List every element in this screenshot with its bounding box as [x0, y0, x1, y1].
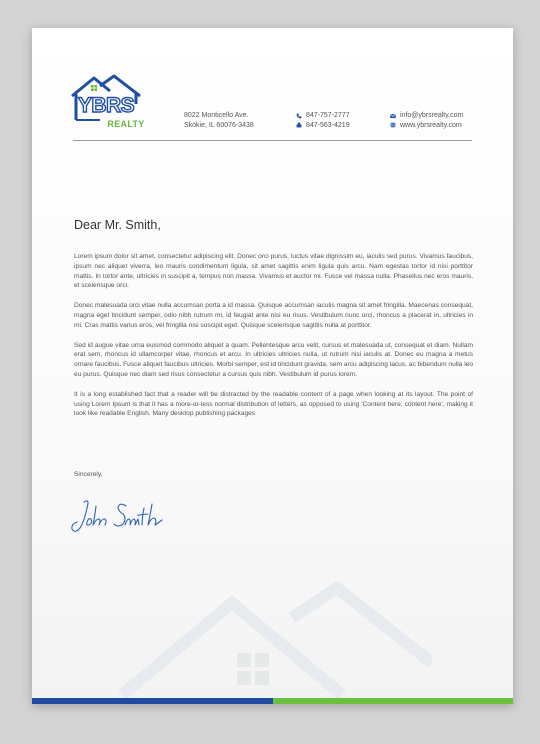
fax-icon — [296, 122, 302, 128]
paragraph: Sed id augue vitae urna euismod commodo aliquet a quam. Pellentesque arcu velit, cursus et malesuada ut, consequat et diam. Nullam erat sem, rhoncus id ullamcorper vitae, rhoncus et arcu. In ultricies ultricies nulla, ut rutrum nisi iaculis at. Donec eu magna a metus ornare faucibus. Fusce aliquet faucibus ultricies. Morbi semper, est id tincidunt gravida, sem arcu adipiscing lacus, ac bibendum nulla leo eu purus. Quisque nec diam sed risus consectetur a cursus quis nibh. Vestibulum id purus lorem. — [74, 341, 473, 378]
letter-body — [74, 252, 473, 429]
phone-icon — [296, 113, 302, 119]
paragraph: Lorem ipsum dolor sit amet, consectetur adipiscing elit. Donec orci purus, luctus vitae dignissim eu, iaculis sed purus. Vivamus faucibus, ipsum nec aliquet viverra, leo mauris condimentum ligula, sit amet sagittis enim ligula quis arcu. Nam egestas tortor id nisi porttitor mattis. In tortor ante, ultricies in suscipit a, tempus non massa. Vivamus et auctor mi. Fusce vel massa nulla. Phasellus nec eros mauris, et scelerisque orci. — [74, 253, 473, 290]
company-logo — [70, 74, 150, 134]
fax-row — [296, 121, 350, 131]
address-line-2: Skokie, IL 60076-3438 — [184, 121, 254, 129]
footer-bar-green — [273, 698, 513, 704]
paragraph: It is a long established fact that a reader will be distracted by the readable content of a page when looking at its layout. The point of using Lorem Ipsum is that it has a more-or-less normal distribution of letters, as opposed to using 'Content here, content here', making it look like readable English. Many desktop publishing packages — [74, 390, 473, 418]
header-divider — [73, 140, 472, 141]
house-watermark — [112, 573, 432, 698]
fax-number[interactable]: 847-563-4219 — [306, 121, 350, 129]
address-line-1: 8022 Monticello Ave. — [184, 112, 249, 119]
company-address — [184, 111, 254, 130]
web-contacts — [390, 111, 463, 130]
phone-contacts — [296, 111, 350, 130]
svg-text:REALTY: REALTY — [107, 119, 145, 129]
closing: Sincerely, — [74, 471, 103, 478]
email-address[interactable]: info@ybrsrealty.com — [400, 112, 464, 119]
paragraph: Donec malesuada orci vitae nulla accumsan porta a id massa. Quisque accumsan iaculis magna sit amet fringilla. Maecenas consequat, magna eget tincidunt semper, odio nibh rutrum mi, id feugiat ante nisi eu risus. Vestibulum nunc orci, rhoncus a placerat in, ultricies in mi. Cras mattis varius eros, vel fringilla nisi suscipit eget. Quisque scelerisque sagittis nulla at porttitor. — [74, 302, 473, 329]
email-row — [390, 111, 463, 121]
letterhead-page — [32, 28, 513, 704]
salutation: Dear Mr. Smith, — [74, 218, 161, 232]
globe-icon — [390, 122, 396, 128]
website-row — [390, 121, 463, 131]
handwritten-signature — [68, 494, 168, 538]
phone-number[interactable]: 847-757-2777 — [306, 112, 350, 119]
svg-text:YBRS: YBRS — [77, 94, 135, 117]
website-url[interactable]: www.ybrsrealty.com — [400, 121, 462, 129]
footer-bar-blue — [32, 698, 292, 704]
email-icon — [390, 113, 396, 119]
phone-row — [296, 111, 350, 121]
